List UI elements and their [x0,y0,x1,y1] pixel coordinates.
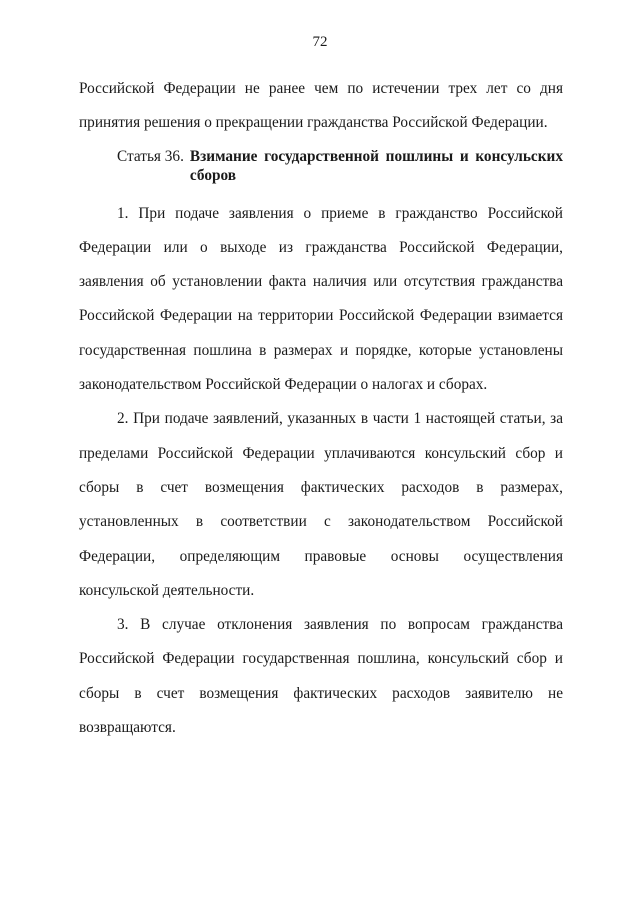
intro-line-2: принятия решения о прекращении гражданства Российской Федерации. [79,114,548,132]
paragraph-2: 2. При подаче заявлений, указанных в части 1 настоящей статьи, за пределами Российской Федерации уплачиваются консульский сбор и сборы в счет возмещения фактических расходов в размерах, установленных в соответствии с законодательством Российской Федерации, определяющим правовые основы осуществления консульской деятельности. [79,410,563,599]
intro-line-1: Российской Федерации не ранее чем по истечении трех лет со дня [79,80,563,97]
document-body [79,72,563,745]
article-title: Взимание государственной пошлины и консульских сборов [189,147,563,184]
page-number: 72 [312,34,328,50]
paragraph-1: 1. При подаче заявления о приеме в гражданство Российской Федерации или о выходе из гражданства Российской Федерации, заявления об установлении факта наличия или отсутствия гражданства Российской Федерации на территории Российской Федерации взимается государственная пошлина в размерах и порядке, которые установлены законодательством Российской Федерации о налогах и сборах. [79,204,563,394]
paragraph-3: 3. В случае отклонения заявления по вопросам гражданства Российской Федерации государственная пошлина, консульский сбор и сборы в счет возмещения фактических расходов заявителю не возвращаются. [79,616,563,737]
article-heading [117,147,563,185]
article-number: Статья 36. [117,147,184,165]
